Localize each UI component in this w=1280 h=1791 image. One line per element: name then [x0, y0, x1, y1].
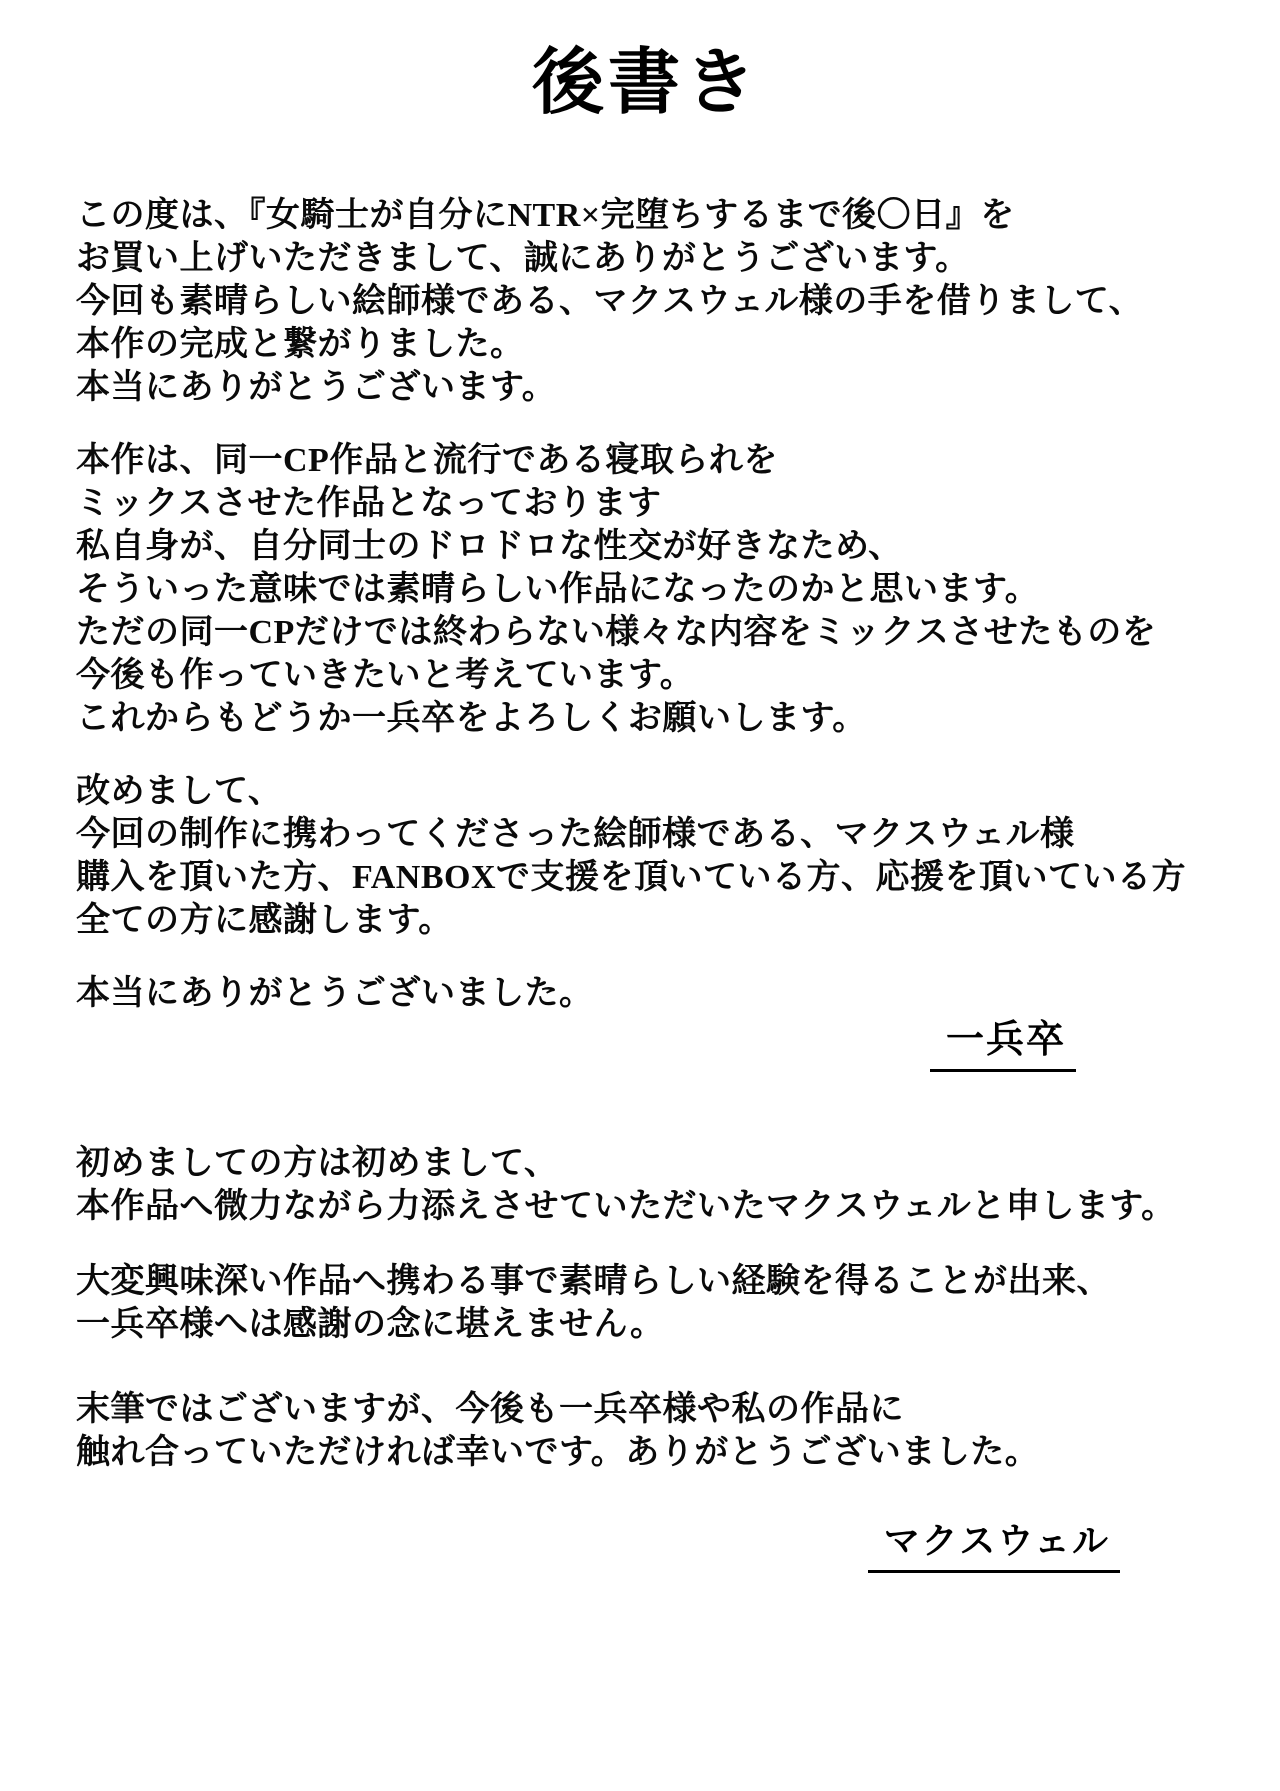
text-line: 本作は、同一CP作品と流行である寝取られを — [76, 442, 778, 480]
text-line: 初めましての方は初めまして、 — [76, 1145, 559, 1183]
text-line: 触れ合っていただければ幸いです。ありがとうございました。 — [76, 1434, 1040, 1472]
text-line: 今回の制作に携わってくださった絵師様である、マクスウェル様 — [76, 816, 1075, 854]
text-line: お買い上げいただきまして、誠にありがとうございます。 — [76, 240, 970, 278]
text-line: 今回も素晴らしい絵師様である、マクスウェル様の手を借りまして、 — [76, 283, 1144, 321]
text-line: 本当にありがとうございます。 — [76, 369, 557, 407]
text-line: 本作品へ微力ながら力添えさせていただいたマクスウェルと申します。 — [76, 1188, 1176, 1226]
artist-signature — [76, 1518, 1216, 1573]
text-line: 改めまして、 — [76, 773, 283, 811]
text-line: 全ての方に感謝します。 — [76, 902, 453, 940]
text-line: 本当にありがとうございました。 — [76, 975, 594, 1013]
artist-signature-text: マクスウェル — [868, 1518, 1120, 1573]
page-title: 後書き — [531, 43, 760, 123]
author-signature-text: 一兵卒 — [930, 1017, 1076, 1072]
text-line: そういった意味では素晴らしい作品になったのかと思います。 — [76, 571, 1040, 609]
text-line: この度は、『女騎士が自分にNTR×完堕ちするまで後〇日』を — [76, 197, 1015, 235]
text-line: 大変興味深い作品へ携わる事で素晴らしい経験を得ることが出来、 — [76, 1263, 1111, 1301]
paragraph-artist-experience — [76, 1260, 1216, 1346]
paragraph-work-description — [76, 439, 1216, 740]
text-line: ただの同一CPだけでは終わらない様々な内容をミックスさせたものを — [76, 614, 1157, 652]
text-line: ミックスさせた作品となっております — [76, 485, 662, 523]
paragraph-credits — [76, 770, 1216, 942]
paragraph-thanks — [76, 194, 1216, 409]
paragraph-artist-intro — [76, 1142, 1216, 1228]
text-line: 購入を頂いた方、FANBOXで支援を頂いている方、応援を頂いている方 — [76, 859, 1187, 897]
text-line: 一兵卒様へは感謝の念に堪えません。 — [76, 1306, 665, 1344]
text-line: 本作の完成と繋がりました。 — [76, 326, 525, 364]
author-signature — [76, 1017, 1216, 1072]
text-line: 私自身が、自分同士のドロドロな性交が好きなため、 — [76, 528, 903, 566]
paragraph-artist-closing — [76, 1388, 1216, 1474]
text-line: 今後も作っていきたいと考えています。 — [76, 657, 695, 695]
text-line: 末筆ではございますが、今後も一兵卒様や私の作品に — [76, 1391, 904, 1429]
text-line: これからもどうか一兵卒をよろしくお願いします。 — [76, 700, 867, 738]
paragraph-final-thanks — [76, 972, 1216, 1015]
